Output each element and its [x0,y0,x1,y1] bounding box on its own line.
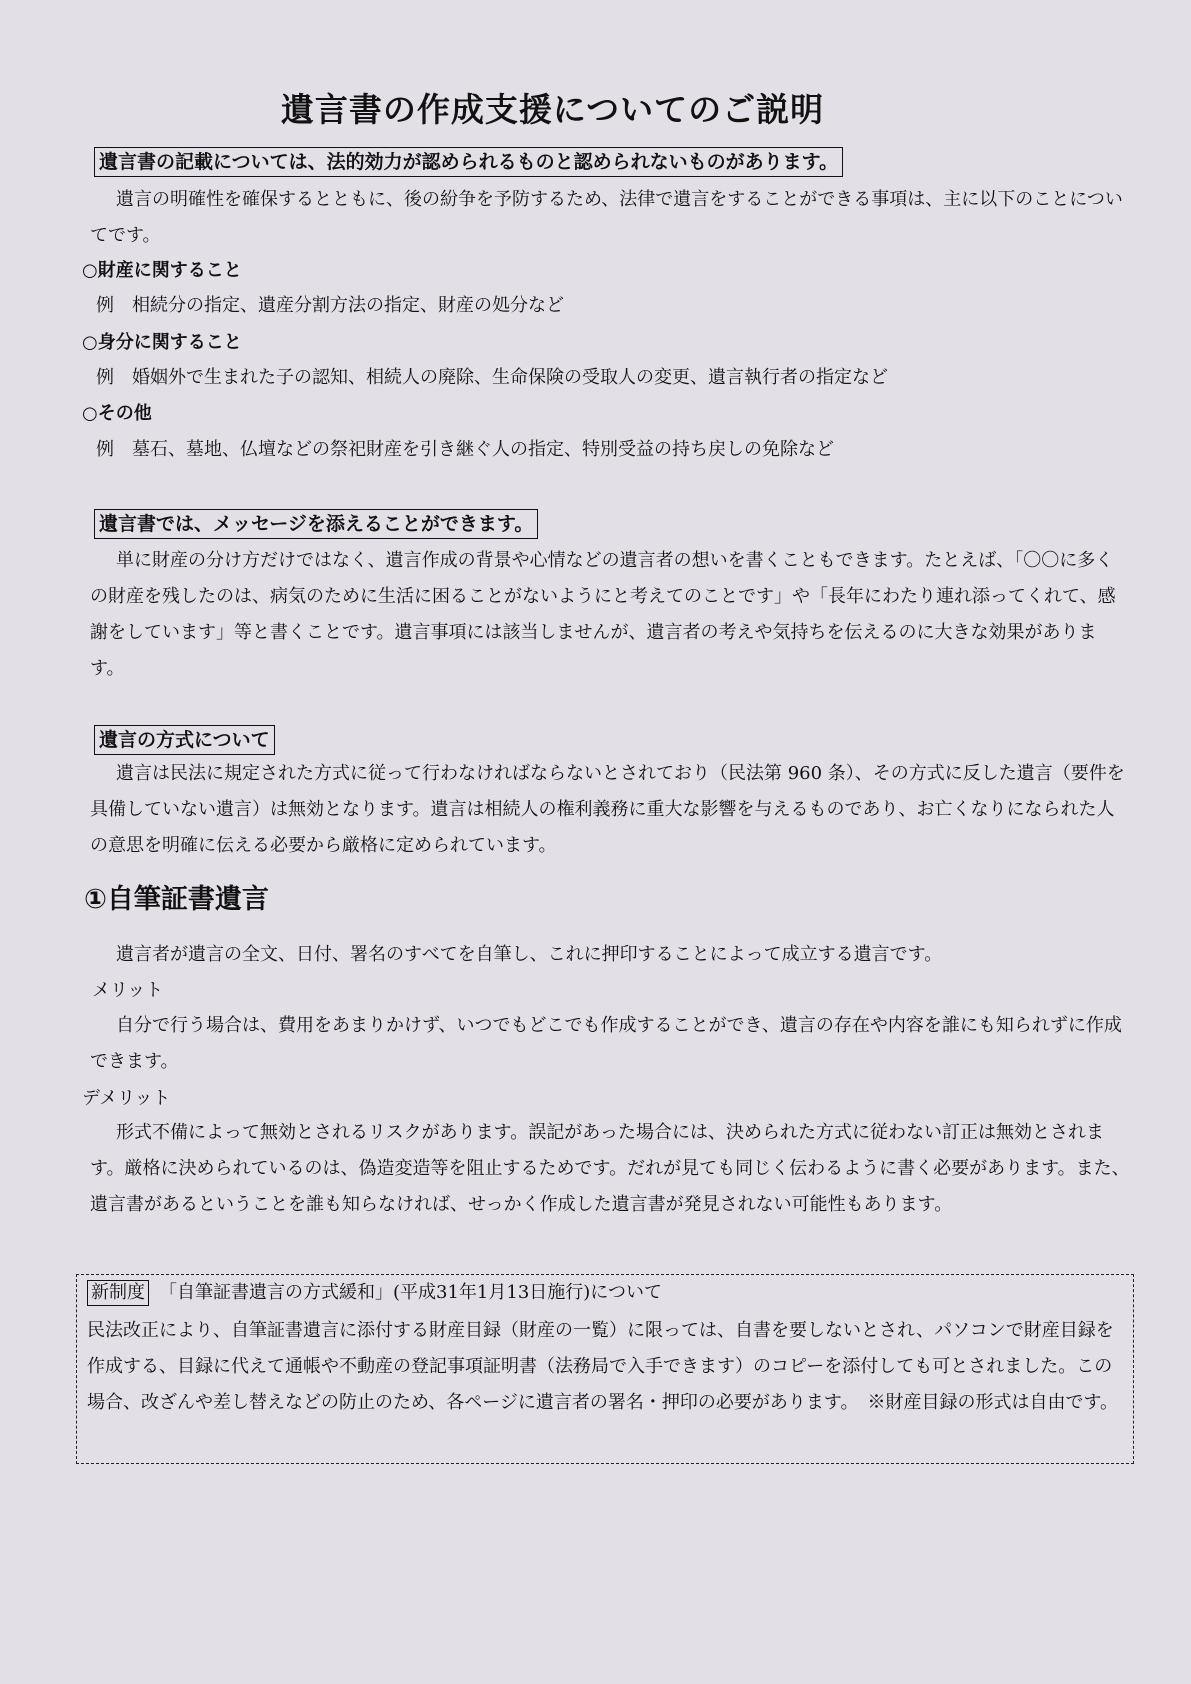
new-system-tag: 新制度 [87,1280,149,1306]
bullet-status: ○身分に関すること [82,332,242,353]
example-label: 例 [96,367,114,388]
section-heading-method: 遺言の方式について [94,725,275,755]
new-system-notice [76,1274,1134,1464]
example-text: 婚姻外で生まれた子の認知、相続人の廃除、生命保険の受取人の変更、遺言執行者の指定など [132,367,888,388]
example-text: 墓石、墓地、仏壇などの祭祀財産を引き継ぐ人の指定、特別受益の持ち戻しの免除など [132,439,834,460]
example-label: 例 [96,295,114,316]
section-heading-legal-effect: 遺言書の記載については、法的効力が認められるものと認められないものがあります。 [94,147,843,177]
page-title: 遺言書の作成支援についてのご説明 [280,90,825,129]
message-paragraph: 単に財産の分け方だけではなく、遺言作成の背景や心情などの遺言者の想いを書くこともできます。たとえば、「〇〇に多くの財産を残したのは、病気のために生活に困ることがないようにと考えてのことです」や「長年にわたり連れ添ってくれて、感謝をしています」等と書くことです。遺言事項には該当しませんが、遺言者の考えや気持ちを伝えるのに大きな効果があります。 [90,550,1116,679]
example-other [96,437,834,463]
holographic-will-heading: ①自筆証書遺言 [84,884,269,915]
example-text: 相続分の指定、遺産分割方法の指定、財産の処分など [132,295,564,316]
demerit-paragraph: 形式不備によって無効とされるリスクがあります。誤記があった場合には、決められた方式に従わない訂正は無効とされます。厳格に決められているのは、偽造変造等を阻止するためです。だれが見ても同じく伝わるように書く必要があります。また、遺言書があるということを誰も知らなければ、せっかく作成した遺言書が発見されない可能性もあります。 [90,1122,1130,1215]
holographic-definition: 遺言者が遺言の全文、日付、署名のすべてを自筆し、これに押印することによって成立する遺言です。 [116,944,943,965]
method-paragraph: 遺言は民法に規定された方式に従って行わなければならないとされており（民法第 960 条）、その方式に反した遺言（要件を具備していない遺言）は無効となります。遺言は相続人の権利義務に重大な影響を与えるものであり、お亡くなりになられた人の意思を明確に伝える必要から厳格に定められています。 [90,763,1125,856]
section-heading-message: 遺言書では、メッセージを添えることができます。 [94,509,538,539]
bullet-property: ○財産に関すること [82,260,242,281]
example-label: 例 [96,439,114,460]
demerit-label: デメリット [82,1088,171,1109]
section-intro-paragraph: 遺言の明確性を確保するとともに、後の紛争を予防するため、法律で遺言をすることができる事項は、主に以下のことについてです。 [90,189,1123,246]
notice-title: 「自筆証書遺言の方式緩和」(平成31年1月13日施行)について [159,1282,662,1303]
notice-body: 民法改正により、自筆証書遺言に添付する財産目録（財産の一覧）に限っては、自書を要しないとされ、パソコンで財産目録を作成する、目録に代えて通帳や不動産の登記事項証明書（法務局で入手できます）のコピーを添付しても可とされました。この場合、改ざんや差し替えなどの防止のため、各ページに遺言者の署名・押印の必要があります。 ※財産目録の形式は自由です。 [87,1320,1119,1413]
merit-label: メリット [92,980,164,1001]
merit-paragraph: 自分で行う場合は、費用をあまりかけず、いつでもどこでも作成することができ、遺言の存在や内容を誰にも知られずに作成できます。 [90,1015,1122,1072]
example-status [96,365,888,391]
bullet-other: ○その他 [82,403,152,424]
notice-header [87,1280,662,1306]
example-property [96,293,564,319]
